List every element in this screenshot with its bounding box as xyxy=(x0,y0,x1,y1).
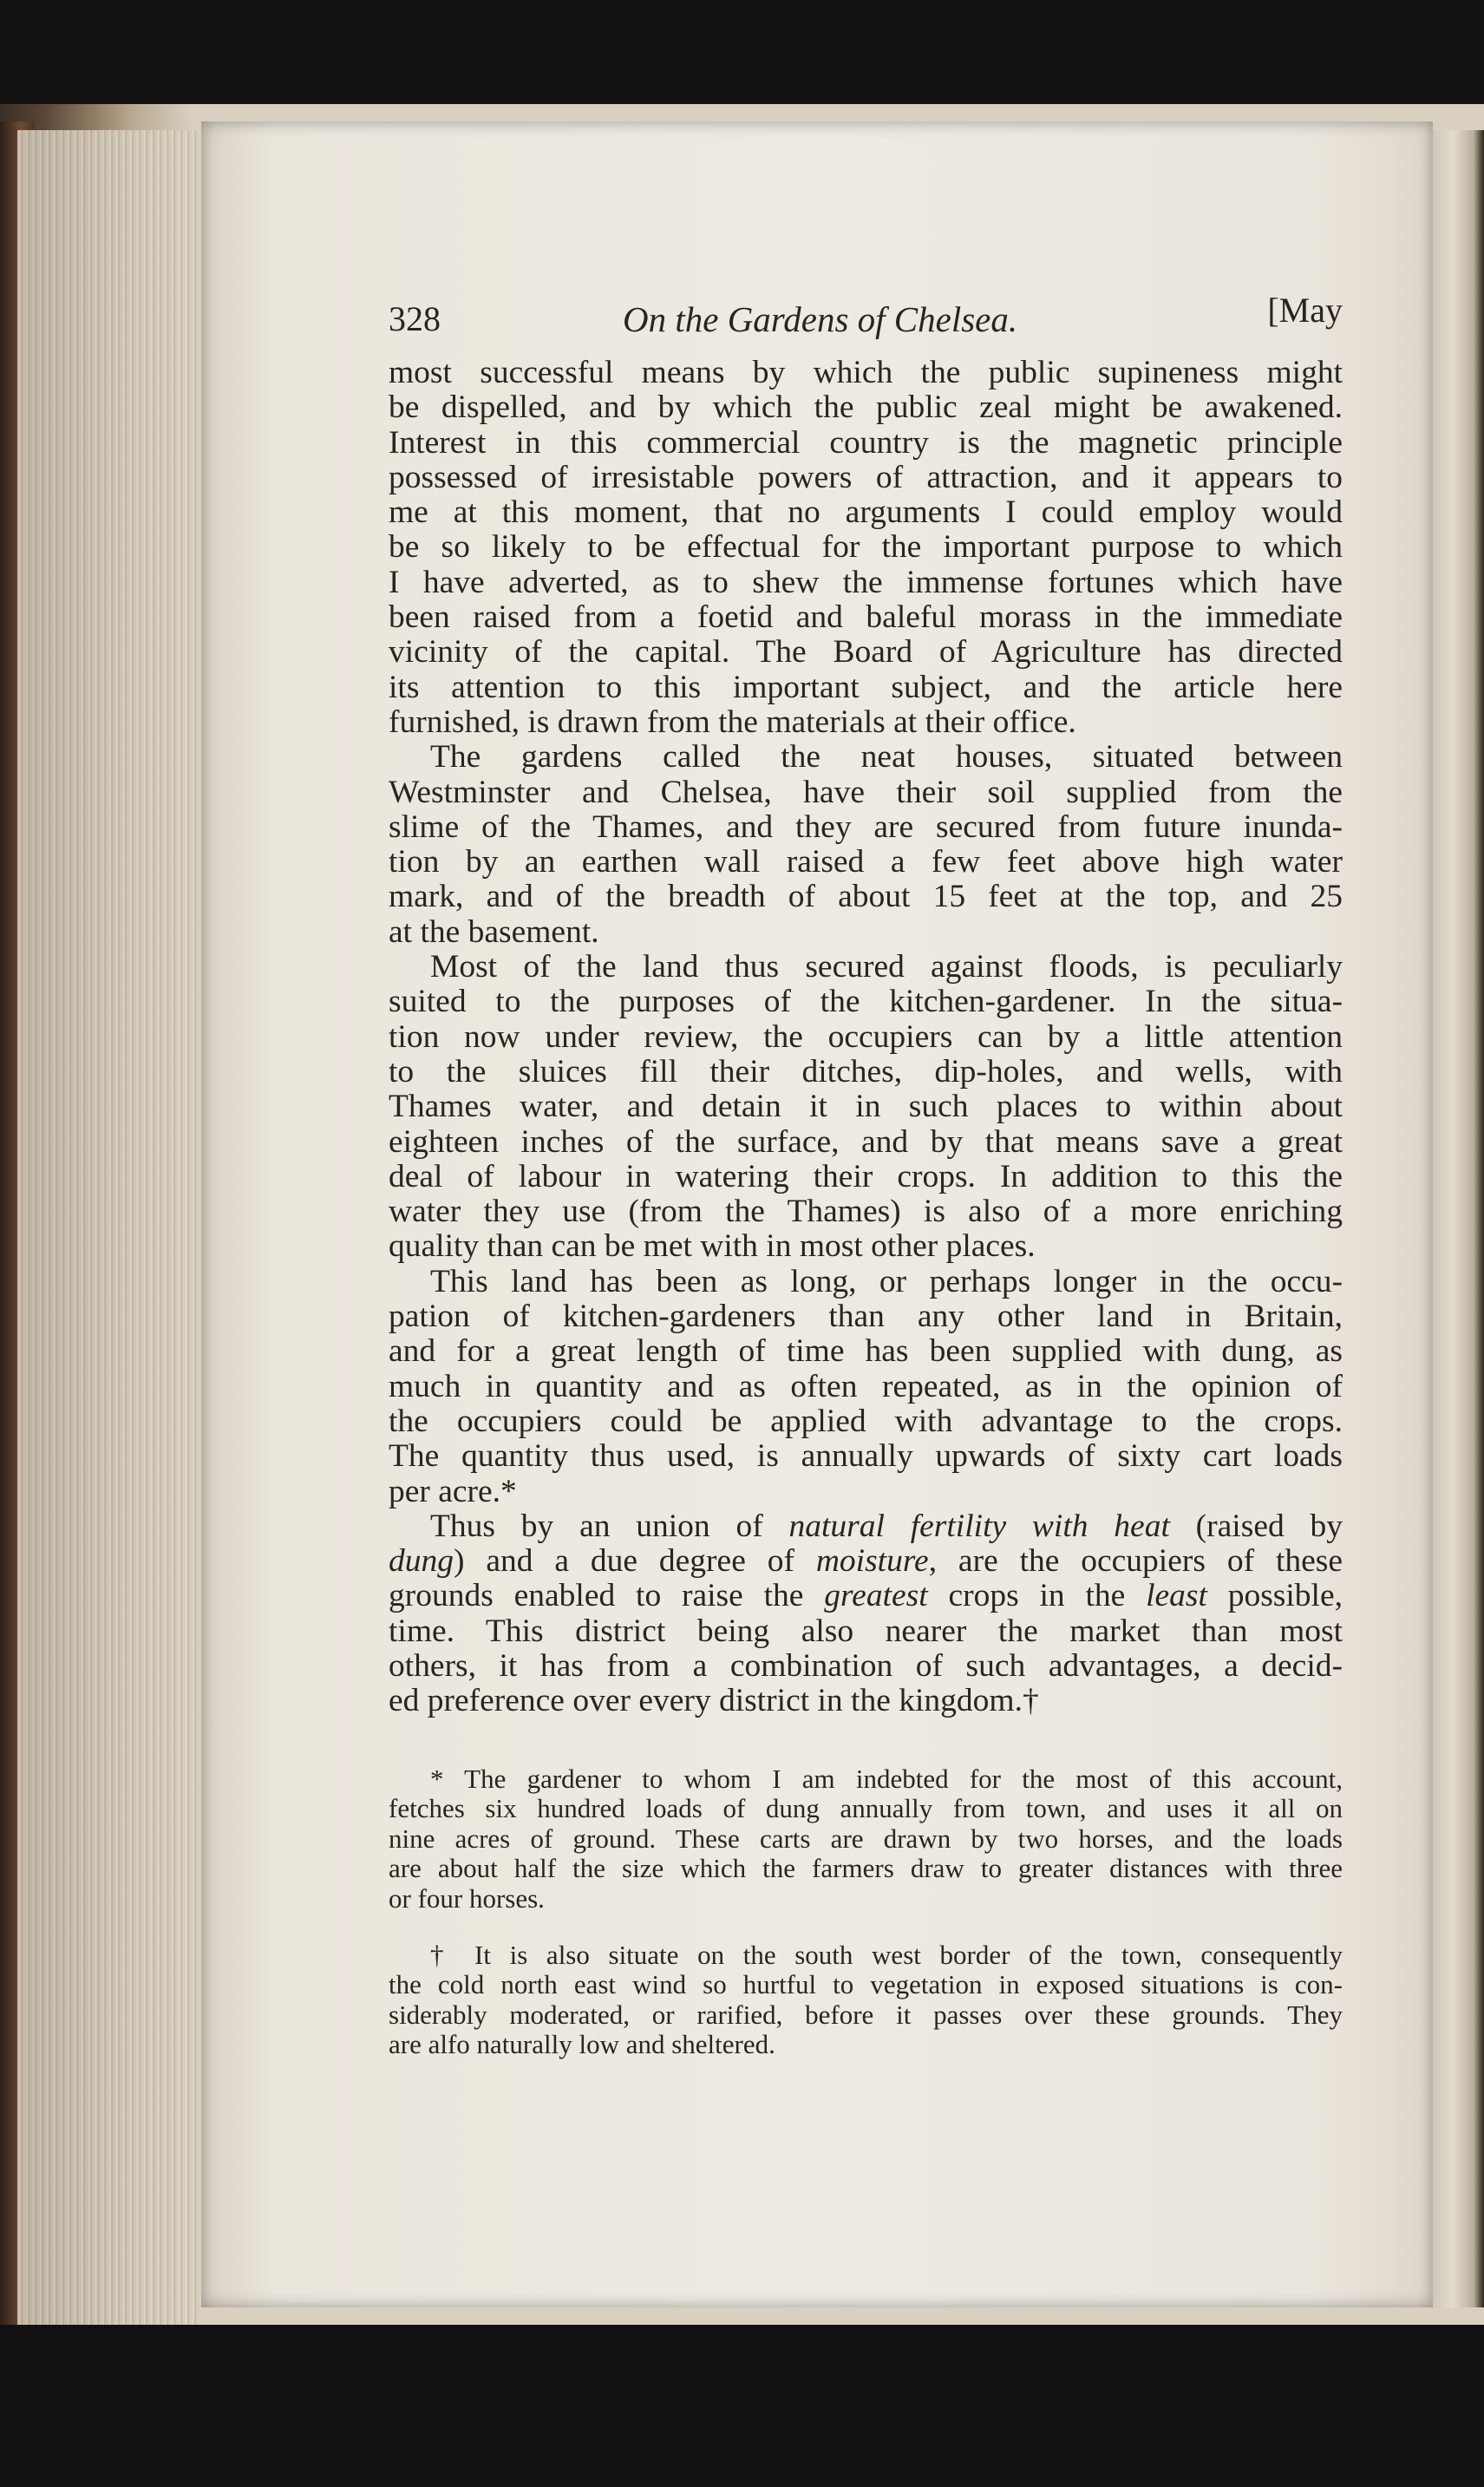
text-line: suited to the purposes of the kitchen-gardener. In the situa- xyxy=(389,984,1343,1020)
text-line: the cold north east wind so hurtful to vegetation in exposed situations is con- xyxy=(389,1969,1343,2000)
text-line: are about half the size which the farmers draw to greater distances with three xyxy=(389,1853,1343,1884)
text-line: possessed of irresistable powers of attraction, and it appears to xyxy=(389,459,1343,495)
text-line: fetches six hundred loads of dung annually from town, and uses it all on xyxy=(389,1793,1343,1824)
footnote-2 xyxy=(389,1941,1343,2060)
text-line: tion now under review, the occupiers can by a little attention xyxy=(389,1018,1343,1055)
text-line: * The gardener to whom I am indebted for the most of this account, xyxy=(430,1763,1343,1794)
text-line: to the sluices fill their ditches, dip-holes, and wells, with xyxy=(389,1053,1343,1090)
text-line: quality than can be met with in most other places. xyxy=(389,1228,1036,1265)
text-line: deal of labour in watering their crops. In addition to this the xyxy=(389,1158,1343,1194)
running-title: On the Gardens of Chelsea. xyxy=(623,299,1018,339)
footnote-1 xyxy=(389,1764,1343,1914)
text-line: me at this moment, that no arguments I could employ would xyxy=(389,494,1343,531)
text-line: the occupiers could be applied with advantage to the crops. xyxy=(389,1403,1343,1439)
text-line: vicinity of the capital. The Board of Agriculture has directed xyxy=(389,634,1343,671)
text-line: † It is also situate on the south west border of the town, consequently xyxy=(430,1939,1343,1970)
text-line: Westminster and Chelsea, have their soil supplied from the xyxy=(389,774,1343,810)
text-line: Most of the land thus secured against floods, is peculiarly xyxy=(430,949,1343,985)
text-line: The quantity thus used, is annually upwards of sixty cart loads xyxy=(389,1438,1343,1475)
text-line: I have adverted, as to shew the immense fortunes which have xyxy=(389,564,1343,600)
text-line: be so likely to be effectual for the important purpose to which xyxy=(389,529,1343,566)
text-line: been raised from a foetid and baleful morass in the immediate xyxy=(389,599,1343,636)
text-line: tion by an earthen wall raised a few feet above high water xyxy=(389,844,1343,880)
text-line: siderably moderated, or rarified, before it passes over these grounds. They xyxy=(389,1999,1343,2030)
text-line: be dispelled, and by which the public zeal might be awakened. xyxy=(389,389,1343,426)
background-bottom xyxy=(0,2325,1484,2487)
text-line: its attention to this important subject, and the article here xyxy=(389,669,1343,705)
page-content xyxy=(389,286,1343,2060)
text-line: water they use (from the Thames) is also of a more enriching xyxy=(389,1194,1343,1230)
text-line: nine acres of ground. These carts are drawn by two horses, and the loads xyxy=(389,1823,1343,1854)
text-line: grounds enabled to raise the greatest crops in the least possible, xyxy=(389,1578,1343,1614)
text-line: The gardens called the neat houses, situated between xyxy=(430,739,1343,776)
text-line: most successful means by which the public supineness might xyxy=(389,355,1343,390)
page-number: 328 xyxy=(389,299,441,338)
text-line: per acre.* xyxy=(389,1473,517,1509)
paragraph-fertility xyxy=(389,1509,1343,1719)
text-line: Interest in this commercial country is the magnetic principle xyxy=(389,424,1343,461)
text-line: and for a great length of time has been supplied with dung, as xyxy=(389,1333,1343,1370)
facing-page-edge xyxy=(1433,130,1484,2307)
text-line: slime of the Thames, and they are secured from future inunda- xyxy=(389,808,1343,845)
text-line: eighteen inches of the surface, and by that means save a great xyxy=(389,1123,1343,1160)
text-line: pation of kitchen-gardeners than any other land in Britain, xyxy=(389,1299,1343,1335)
text-line: dung) and a due degree of moisture, are the occupiers of these xyxy=(389,1543,1343,1580)
text-line: others, it has from a combination of such advantages, a decid- xyxy=(389,1647,1343,1684)
text-line: or four horses. xyxy=(389,1882,545,1914)
text-line: Thus by an union of natural fertility with heat (raised by xyxy=(430,1508,1343,1544)
text-line: much in quantity and as often repeated, as in the opinion of xyxy=(389,1368,1343,1404)
text-line: are alfo naturally low and sheltered. xyxy=(389,2029,775,2060)
footnotes xyxy=(389,1764,1343,2060)
text-line: Thames water, and detain it in such places to within about xyxy=(389,1089,1343,1125)
background-top xyxy=(0,0,1484,113)
text-line: mark, and of the breadth of about 15 feet at the top, and 25 xyxy=(389,879,1343,915)
text-line: at the basement. xyxy=(389,913,599,950)
page-edges-stack xyxy=(17,130,199,2325)
text-line: ed preference over every district in the kingdom.† xyxy=(389,1683,1039,1719)
text-line: This land has been as long, or perhaps longer in the occu- xyxy=(430,1263,1343,1299)
body-text xyxy=(389,356,1343,1509)
text-line: time. This district being also nearer the market than most xyxy=(389,1613,1343,1649)
text-line: furnished, is drawn from the materials at their office. xyxy=(389,704,1076,740)
running-header xyxy=(389,286,1343,356)
running-month: [May xyxy=(1267,291,1343,330)
